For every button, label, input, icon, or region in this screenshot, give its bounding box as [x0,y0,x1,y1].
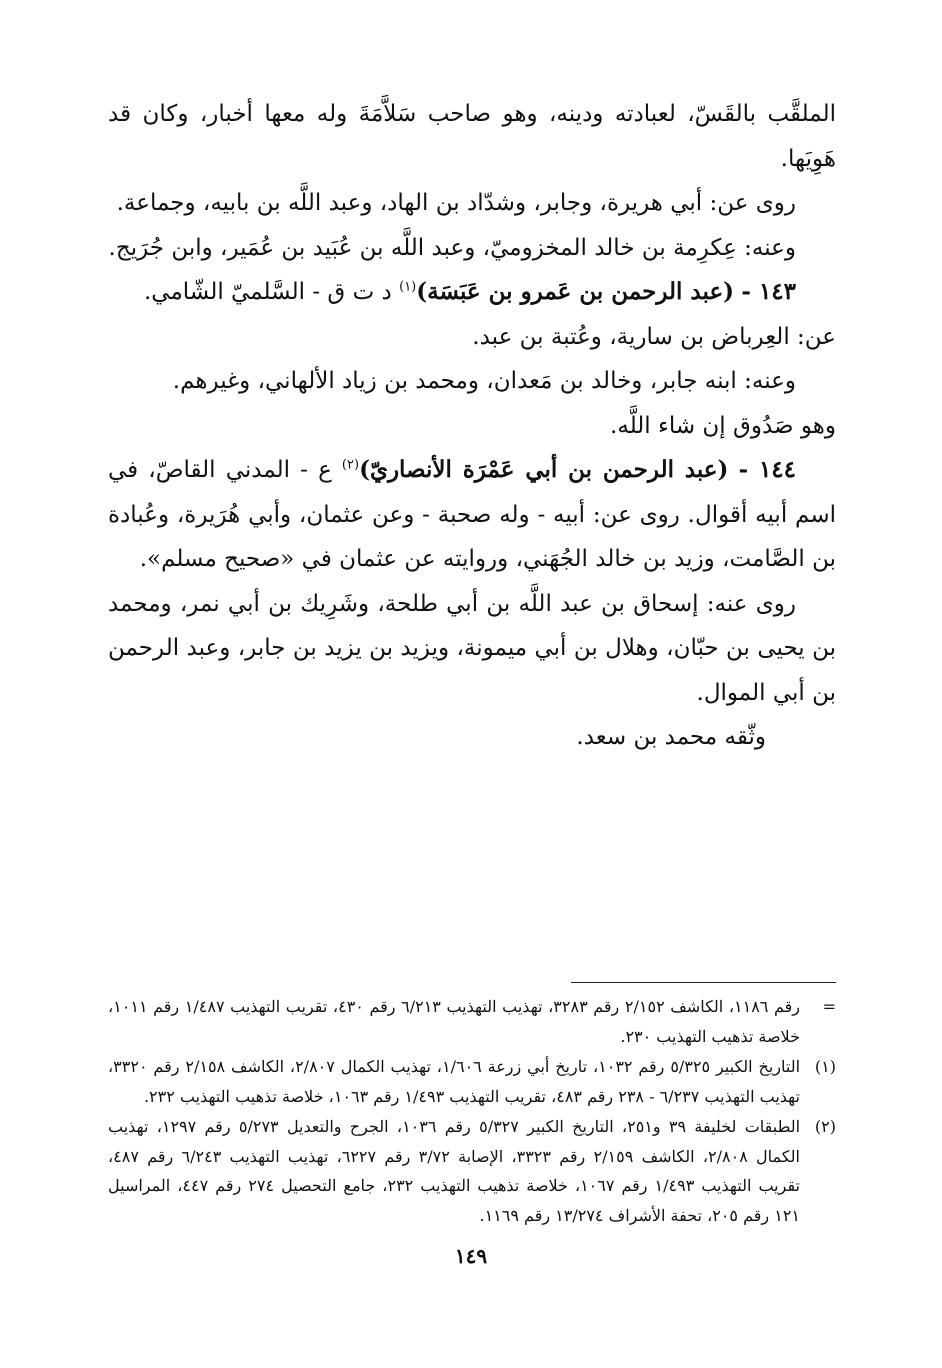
entry-143-name: (عبد الرحمن بن عَمرو بن عَبَسَة) [416,278,735,305]
footnote-2 [108,1112,836,1230]
entry-144-heading [108,448,836,582]
paragraph-narrated-from: روى عن: أبي هريرة، وجابر، وشدّاد بن الهاد، وعبد اللَّه بن بابيه، وجماعة. [116,190,796,216]
entry-143-rest: د ت ق - السَّلميّ الشّامي. [144,279,400,305]
footnote-mark: = [822,997,836,1016]
footnote-mark-1: (١) [399,279,417,295]
paragraph-narrated-by: وعنه: عِكرِمة بن خالد المخزوميّ، وعبد اللَّه بن عُبَيد بن عُمَير، وابن جُرَيج. [108,234,796,261]
footnote-text: رقم ١١٨٦، الكاشف ٢/١٥٢ رقم ٣٢٨٣، تهذيب التهذيب ٦/٢١٣ رقم ٤٣٠، تقريب التهذيب ١/٤٨٧ رقم ١٠١١، خلاصة تذهيب التهذيب ٢٣٠. [108,997,801,1046]
paragraph-intro: الملقَّب بالقَسّ، لعبادته ودينه، وهو صاحب سَلاَّمَةَ وله معها أخبار، وكان قد هَوِيَها. [108,101,836,172]
entry-143-heading [108,270,836,315]
footnote-text: الطبقات لخليفة ٣٩ و٢٥١، التاريخ الكبير ٥/٣٢٧ رقم ١٠٣٦، الجرح والتعديل ٥/٢٧٣ رقم ١٢٩٧، تهذيب الكمال ٢/٨٠٨، الكاشف ٢/١٥٩ رقم ٣٣٢٣، الإصابة ٣/٧٢ رقم ٦٢٢٧، تهذيب التهذيب ٦/٢٤٣ رقم ٤٨٧، تقريب التهذيب ١/٤٩٣ رقم ١٠٦٧، خلاصة تذهيب التهذيب ٢٣٢، جامع التحصيل ٢٧٤ رقم ٤٤٧، المراسيل ١٢١ رقم ٢٠٥، تحفة الأشراف ١٣/٢٧٤ رقم ١١٦٩. [108,1117,801,1225]
entry-144-line: روى عنه: إسحاق بن عبد اللَّه بن أبي طلحة، وشَرِيك بن أبي نمر، ومحمد بن يحيى بن حبّان، وهلال بن أبي ميمونة، ويزيد بن يزيد بن جابر، وعبد الرحمن بن أبي الموال. [108,590,836,706]
entry-143-line: وعنه: ابنه جابر، وخالد بن مَعدان، ومحمد بن زياد الألهاني، وغيرهم. [172,368,796,394]
footnote-mark: (١) [814,1057,836,1076]
footnotes [108,992,836,1231]
footnote-1 [108,1052,836,1111]
footnote-mark: (٢) [814,1117,836,1136]
footnote-divider [571,982,836,983]
page-number: ١٤٩ [454,1244,488,1268]
footnote-continued [108,992,836,1051]
footnote-text: التاريخ الكبير ٥/٣٢٥ رقم ١٠٣٢، تاريخ أبي زرعة ١/٦٠٦، تهذيب الكمال ٢/٨٠٧، الكاشف ٢/١٥٨ رقم ٣٣٢٠، تهذيب التهذيب ٦/٢٣٧ - ٢٣٨ رقم ٤٨٣، تقريب التهذيب ١/٤٩٣ رقم ١٠٦٣، خلاصة تذهيب التهذيب ٢٣٢. [108,1057,801,1106]
entry-143-line: وهو صَدُوق إن شاء اللَّه. [610,412,836,439]
entry-144-number: ١٤٤ - [738,456,796,483]
entry-144-name: (عبد الرحمن بن أبي عَمْرَة الأنصاريّ) [359,456,729,483]
book-page [108,92,836,1225]
footnote-mark-2: (٢) [341,457,360,473]
entry-144-line: وثّقه محمد بن سعد. [576,724,766,750]
entry-143-line: عن: العِرباض بن سارية، وعُتبة بن عبد. [472,323,836,350]
main-text [108,92,836,760]
entry-143-number: ١٤٣ - [741,278,796,305]
entry-144-rest: ع - المدني القاصّ، في اسم أبيه أقوال. روى عن: أبيه - وله صحبة - وعن عثمان، وأبي هُرَيرة، وعُبادة بن الصَّامت، وزيد بن خالد الجُهَني، وروايته عن عثمان في «صحيح مسلم». [108,457,836,572]
